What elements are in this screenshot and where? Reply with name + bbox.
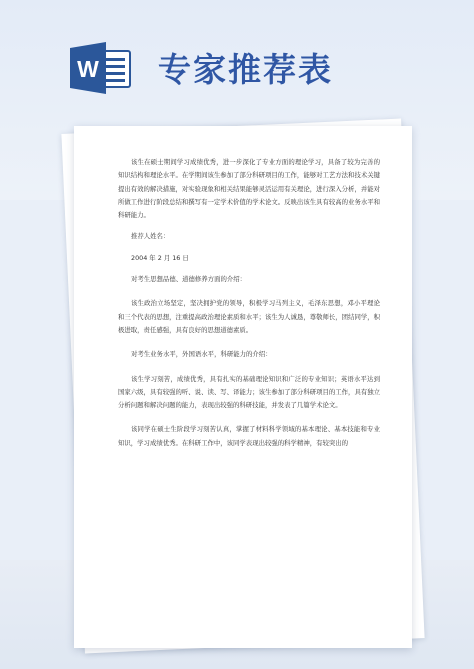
- ability-paragraph: 该生学习刻苦，成绩优秀，具有扎实的基础理论知识和广泛的专业知识；英语水平达到国家六级，具有较强的听、说、读、写、译能力；该生参加了部分科研项目的工作，具有独立分析问题和解决问题的能力，表现出较强的科研技能，并发表了几篇学术论文。: [118, 374, 381, 410]
- intro-paragraph: 该生在硕士期间学习成绩优秀，进一步深化了专业方面的理论学习，具备了较为完善的知识结构和理论水平。在学期间该生参加了部分科研项目的工作，能够对工艺方法和技术关键提出有效的解决措施，对实验现象和相关结果能够灵活运用有关理论，进行深入分析，并能对所做工作进行阶段总结和撰写有一定学术价值的学术论文。反映出该生具有较高的业务水平和科研能力。: [118, 158, 381, 220]
- page-title: 专家推荐表: [158, 50, 333, 89]
- recommendation-date: 2004 年 2 月 16 日: [131, 253, 189, 262]
- section-heading-character: 对考生思想品德、道德修养方面的介绍：: [131, 275, 247, 284]
- research-paragraph: 该同学在硕士生阶段学习刻苦认真，掌握了材料科学领域的基本理论、基本技能和专业知识，学习成绩优秀。在科研工作中，该同学表现出较强的科学精神，有较突出的: [118, 425, 380, 447]
- recommender-name-label: 推荐人姓名：: [131, 232, 170, 241]
- document-page: [74, 126, 412, 648]
- word-logo-letter: W: [77, 56, 99, 82]
- section-heading-ability: 对考生业务水平，外国语水平，科研能力的介绍：: [131, 350, 272, 359]
- document-body: [118, 156, 380, 450]
- character-paragraph: 该生政治立场坚定，坚决拥护党的领导，积极学习马列主义，毛泽东思想，邓小平理论和三个代表的思想，注重提高政治理论素质和水平；该生为人诚恳，尊敬师长，团结同学，积极进取，责任感强，具有良好的思想道德素质。: [118, 299, 381, 334]
- word-icon: [70, 42, 132, 94]
